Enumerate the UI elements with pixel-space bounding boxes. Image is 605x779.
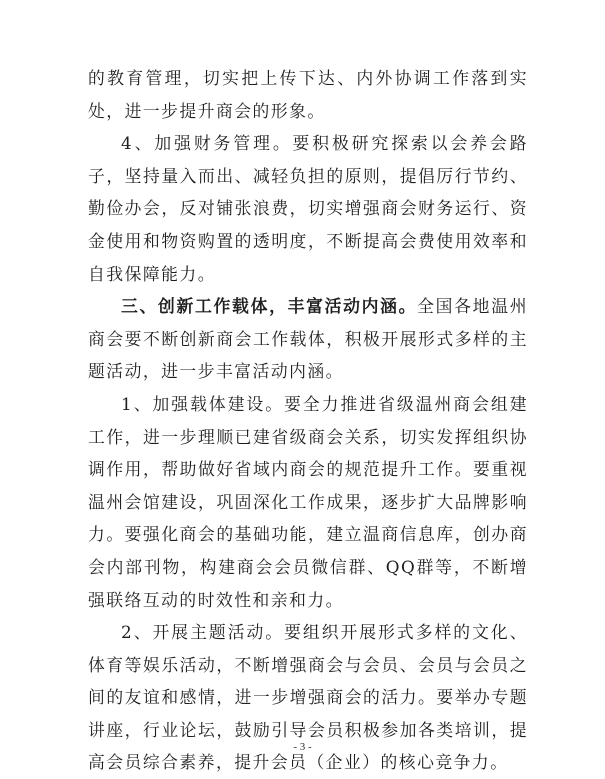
paragraph-text: 4、加强财务管理。要积极研究探索以会养会路子，坚持量入而出、减轻负担的原则，提倡厉行节约、勤俭办会，反对铺张浪费，切实增强商会财务运行、资金使用和物资购置的透明度，不断提高会费使用效率和自我保障能力。	[88, 133, 528, 284]
paragraph-finance	[88, 127, 528, 290]
document-body	[88, 62, 528, 779]
section-heading: 三、创新工作载体，丰富活动内涵。	[121, 296, 418, 317]
paragraph-text: 全国各地温州商会要不断创新商会工作载体，积极开展形式多样的主题活动，进一步丰富活动内涵。	[88, 296, 528, 382]
paragraph-carrier-building	[88, 388, 528, 616]
paragraph-text: 2、开展主题活动。要组织开展形式多样的文化、体育等娱乐活动，不断增强商会与会员、会员与会员之间的友谊和感情，进一步增强商会的活力。要举办专题讲座，行业论坛，鼓励引导会员积极参加各类培训，提高会员综合素养，提升会员（企业）的核心竞争力。	[88, 622, 528, 773]
paragraph-continuation	[88, 62, 528, 127]
page-number: - 3 -	[293, 741, 312, 753]
paragraph-section-three	[88, 290, 528, 388]
paragraph-text: 的教育管理，切实把上传下达、内外协调工作落到实处，进一步提升商会的形象。	[88, 68, 528, 121]
paragraph-theme-activities	[88, 616, 528, 779]
paragraph-text: 1、加强载体建设。要全力推进省级温州商会组建工作，进一步理顺已建省级商会关系，切实发挥组织协调作用，帮助做好省域内商会的规范提升工作。要重视温州会馆建设，巩固深化工作成果，逐步扩大品牌影响力。要强化商会的基础功能，建立温商信息库，创办商会内部刊物，构建商会会员微信群、QQ群等，不断增强联络互动的时效性和亲和力。	[88, 393, 528, 610]
